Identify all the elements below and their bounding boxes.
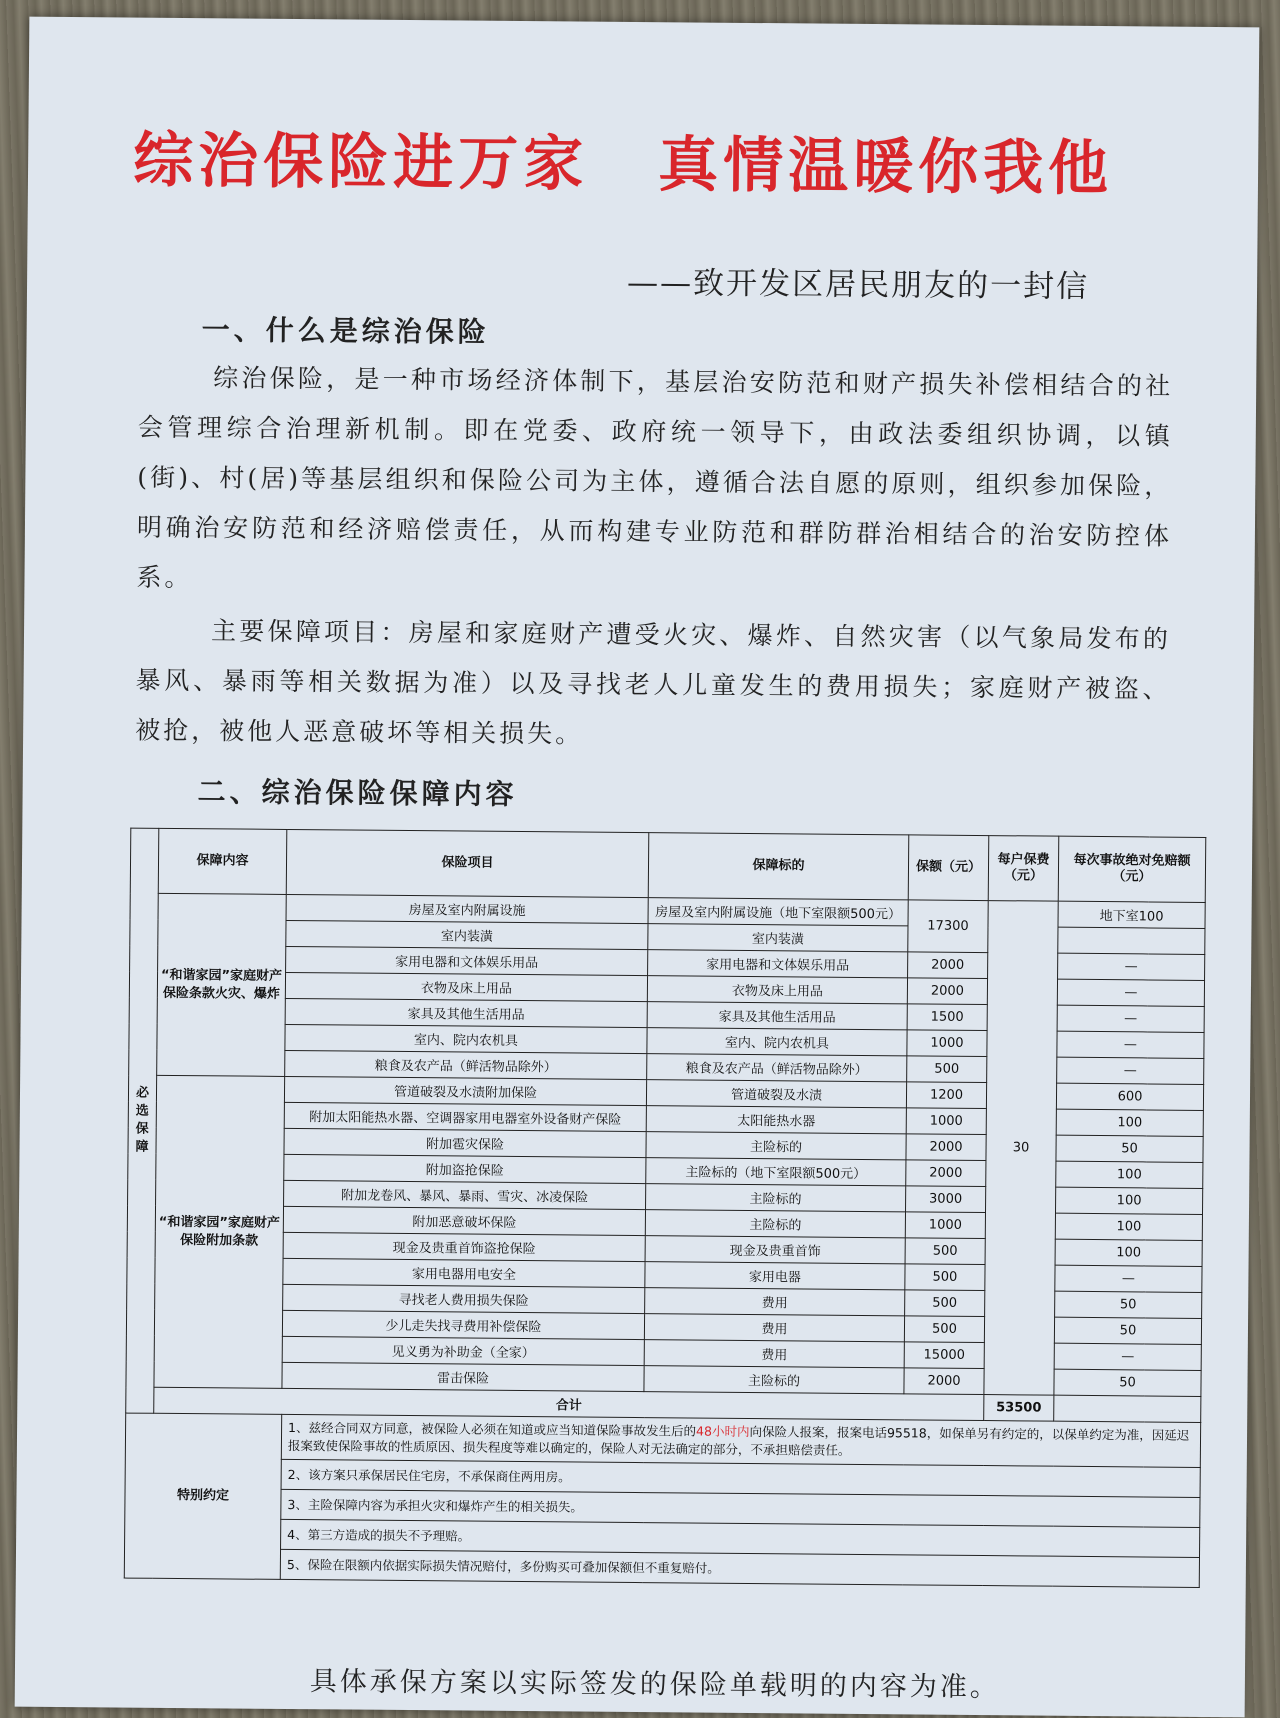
special-note-3: 3、主险保障内容为承担火灾和爆炸产生的相关损失。 — [281, 1489, 1200, 1527]
total-blank — [1054, 1395, 1201, 1422]
row-target: 室内装潢 — [648, 924, 908, 952]
row-deductible: — — [1054, 1343, 1201, 1370]
row-deductible: — — [1057, 1031, 1204, 1058]
row-item: 室内、院内农机具 — [285, 1024, 647, 1053]
row-item: 家用电器和文体娱乐用品 — [286, 946, 648, 975]
row-amount: 1000 — [906, 1108, 986, 1135]
row-deductible: 地下室100 — [1058, 901, 1205, 928]
row-item: 附加恶意破坏保险 — [283, 1206, 645, 1235]
row-target: 粮食及农产品（鲜活物品除外） — [647, 1054, 907, 1082]
row-amount: 500 — [905, 1264, 985, 1291]
row-item: 附加龙卷风、暴风、暴雨、雪灾、冰凌保险 — [284, 1180, 646, 1209]
row-target: 家具及其他生活用品 — [647, 1002, 907, 1030]
row-target: 主险标的（地下室限额500元） — [646, 1158, 906, 1186]
row-amount: 500 — [905, 1238, 985, 1265]
special-note-2: 2、该方案只承保居民住宅房，不承保商住两用房。 — [281, 1459, 1200, 1497]
row-deductible: 100 — [1055, 1213, 1202, 1240]
header-deductible: 每次事故绝对免赔额（元） — [1058, 836, 1206, 902]
row-deductible: 50 — [1054, 1317, 1201, 1344]
row-amount: 500 — [907, 1056, 987, 1083]
row-target: 太阳能热水器 — [646, 1106, 906, 1134]
header-item: 保险项目 — [286, 829, 649, 897]
section1-heading: 一、什么是综治保险 — [201, 313, 490, 349]
row-deductible: — — [1057, 1005, 1204, 1032]
row-target: 费用 — [645, 1288, 905, 1316]
row-amount-merged: 17300 — [908, 900, 988, 953]
header-amount: 保额（元） — [908, 835, 989, 901]
special-note-4: 4、第三方造成的损失不予理赔。 — [281, 1519, 1200, 1557]
title-left: 综治保险进万家 — [132, 125, 589, 200]
row-deductible: 100 — [1055, 1187, 1202, 1214]
row-item: 现金及贵重首饰盗抢保险 — [283, 1232, 645, 1261]
row-item: 家用电器用电安全 — [283, 1258, 645, 1287]
row-amount: 3000 — [906, 1186, 986, 1213]
row-target: 室内、院内农机具 — [647, 1028, 907, 1056]
row-deductible: — — [1055, 1265, 1202, 1292]
row-amount: 500 — [904, 1316, 984, 1343]
section2-heading: 二、综治保险保障内容 — [197, 775, 518, 811]
row-target: 房屋及室内附属设施（地下室限额500元） — [648, 898, 908, 926]
group2-label: “和谐家园”家庭财产保险附加条款 — [154, 1075, 285, 1388]
row-item: 附加盗抢保险 — [284, 1154, 646, 1183]
row-target: 家用电器和文体娱乐用品 — [648, 950, 908, 978]
group1-label: “和谐家园”家庭财产保险条款火灾、爆炸 — [157, 893, 287, 1076]
note1-part-c: 在知道或应当知道保险事故发生后的 — [496, 1421, 697, 1439]
row-item: 房屋及室内附属设施 — [286, 894, 648, 923]
row-target: 衣物及床上用品 — [647, 976, 907, 1004]
header-target: 保障标的 — [648, 833, 909, 900]
row-deductible — [1058, 927, 1205, 954]
page-title — [133, 113, 1174, 208]
row-amount: 1000 — [905, 1212, 985, 1239]
row-deductible: — — [1058, 953, 1205, 980]
row-target: 主险标的 — [646, 1184, 906, 1212]
row-deductible: 100 — [1056, 1161, 1203, 1188]
row-item: 见义勇为补助金（全家） — [282, 1336, 644, 1365]
row-deductible: 100 — [1056, 1109, 1203, 1136]
row-item: 附加雹灾保险 — [284, 1128, 646, 1157]
footer-note: 具体承保方案以实际签发的保险单载明的内容为准。 — [309, 1666, 1000, 1704]
row-amount: 2000 — [906, 1134, 986, 1161]
row-item: 少儿走失找寻费用补偿保险 — [282, 1310, 644, 1339]
total-value: 53500 — [984, 1395, 1054, 1422]
table-header-row — [130, 828, 1206, 902]
premium-value: 30 — [984, 901, 1058, 1396]
title-right: 真情温暖你我他 — [657, 130, 1114, 205]
row-deductible: 100 — [1055, 1239, 1202, 1266]
row-deductible: — — [1057, 979, 1204, 1006]
special-note-1 — [281, 1414, 1200, 1467]
coverage-table-wrapper — [124, 828, 1206, 1588]
row-amount: 15000 — [904, 1342, 984, 1369]
row-deductible: 600 — [1056, 1083, 1203, 1110]
letter-subtitle: ——致开发区居民朋友的一封信 — [626, 264, 1090, 305]
row-amount: 1500 — [907, 1004, 987, 1031]
row-amount: 2000 — [907, 978, 987, 1005]
row-target: 费用 — [644, 1340, 904, 1368]
row-item: 附加太阳能热水器、空调器家用电器室外设备财产保险 — [284, 1102, 646, 1131]
row-deductible: 50 — [1055, 1291, 1202, 1318]
row-target: 费用 — [644, 1314, 904, 1342]
row-item: 家具及其他生活用品 — [285, 998, 647, 1027]
note1-part-d: 48小时内 — [696, 1423, 750, 1440]
row-item: 室内装潢 — [286, 920, 648, 949]
row-target: 主险标的 — [644, 1366, 904, 1394]
section1-paragraph-2: 主要保障项目：房屋和家庭财产遭受火灾、爆炸、自然灾害（以气象局发布的暴风、暴雨等相关数据为准）以及寻找老人儿童发生的费用损失；家庭财产被盗、被抢，被他人恶意破坏等相关损失。 — [135, 616, 1172, 749]
row-deductible: 50 — [1056, 1135, 1203, 1162]
special-note-5: 5、保险在限额内依据实际损失情况赔付，多份购买可叠加保额但不重复赔付。 — [280, 1549, 1199, 1587]
row-target: 家用电器 — [645, 1262, 905, 1290]
special-label: 特别约定 — [124, 1413, 281, 1579]
note1-part-b: 必须 — [470, 1421, 497, 1437]
row-amount: 2000 — [904, 1368, 984, 1395]
header-content: 保障内容 — [158, 828, 287, 894]
row-item: 管道破裂及水渍附加保险 — [284, 1076, 646, 1105]
header-premium: 每户保费（元） — [988, 836, 1059, 902]
row-deductible: — — [1057, 1057, 1204, 1084]
row-amount: 1000 — [907, 1030, 987, 1057]
row-amount: 2000 — [906, 1160, 986, 1187]
note1-part-e: 向保险人报案，报案电话95518，如保单另有约定的，以保单约定为准，因延迟报案致使保险事故的性质原因、损失程度等难以确定的，保险人对无法确定的部分，不承担赔偿责任。 — [287, 1424, 1190, 1458]
coverage-table — [124, 828, 1207, 1588]
letter-sheet — [15, 17, 1260, 1718]
row-target: 管道破裂及水渍 — [646, 1080, 906, 1108]
row-amount: 500 — [905, 1290, 985, 1317]
row-item: 粮食及农产品（鲜活物品除外） — [285, 1050, 647, 1079]
section1-paragraph-1: 综治保险，是一种市场经济体制下，基层治安防范和财产损失补偿相结合的社会管理综合治理新机制。即在党委、政府统一领导下，由政法委组织协调，以镇(街)、村(居)等基层组织和保险公司为主体，遵循合法自愿的原则，组织参加保险，明确治安防范和经济赔偿责任，从而构建专业防范和群防群治相结合的治安防控体系。 — [136, 363, 1174, 593]
row-target: 主险标的 — [646, 1132, 906, 1160]
row-deductible: 50 — [1054, 1369, 1201, 1396]
row-amount: 2000 — [908, 952, 988, 979]
total-label: 合计 — [154, 1387, 984, 1420]
row-item: 寻找老人费用损失保险 — [283, 1284, 645, 1313]
row-target: 主险标的 — [645, 1210, 905, 1238]
required-coverage-label: 必选保障 — [126, 828, 159, 1413]
row-target: 现金及贵重首饰 — [645, 1236, 905, 1264]
note1-part-a: 1、兹经合同双方同意，被保险人 — [288, 1419, 472, 1437]
row-item: 雷击保险 — [282, 1362, 644, 1391]
row-item: 衣物及床上用品 — [285, 972, 647, 1001]
row-amount: 1200 — [906, 1082, 986, 1109]
